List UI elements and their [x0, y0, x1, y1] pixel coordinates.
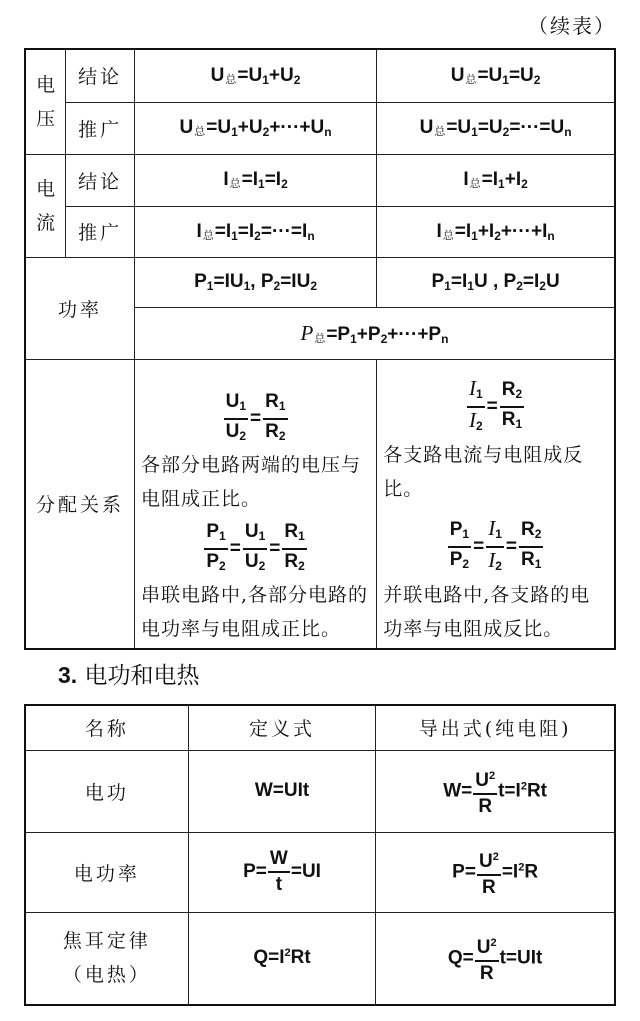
distribution-label: 分配关系 — [25, 359, 134, 649]
series-power-ratio-formula: $\frac{P_1}{P_2}$ = $\frac{U_1}{U_2}$ = $\frac{R_1}{R_2}$ — [206, 520, 305, 573]
header-row — [25, 705, 615, 750]
continued-label: （续表） — [528, 14, 616, 38]
series-power-formula: $P_1=IU_1$, $P_2=IU_2$ — [134, 257, 376, 307]
electric-work-table — [24, 704, 616, 1006]
row-label: 结论 — [66, 49, 135, 102]
header-definition: 定义式 — [188, 705, 375, 750]
voltage-generalization-row — [25, 102, 615, 154]
derived-formula: Q= $\frac{U^2}{R}$ t=UIt — [376, 912, 615, 1005]
parallel-current-general-formula: I总$=I_1+I_2+\cdot\cdot\cdot+I_n$ — [377, 206, 615, 257]
series-current-formula: I总$=I_1=I_2$ — [134, 154, 376, 206]
voltage-conclusion-row — [25, 49, 615, 102]
parallel-voltage-formula: U总$=U_1=U_2$ — [377, 49, 615, 102]
current-label: 电 流 — [25, 154, 66, 257]
header-name: 名称 — [25, 705, 188, 750]
series-voltage-formula: U总$=U_1+U_2$ — [134, 49, 376, 102]
table-row — [25, 750, 615, 832]
parallel-current-description: 各支路电流与电阻成反比。 — [383, 443, 584, 500]
series-parallel-table — [24, 48, 616, 650]
row-label: 推广 — [66, 102, 135, 154]
series-current-general-formula: I总$=I_1=I_2=\cdot\cdot\cdot=I_n$ — [134, 206, 376, 257]
definition-formula: W=UIt — [188, 750, 375, 832]
parallel-current-formula: I总$=I_1+I_2$ — [377, 154, 615, 206]
section-heading: 3. 电功和电热 — [58, 662, 200, 689]
parallel-voltage-general-formula: U总$=U_1=U_2=\cdot\cdot\cdot=U_n$ — [377, 102, 615, 154]
row-name: 焦耳定律 （电热） — [25, 912, 188, 1005]
distribution-row — [25, 359, 615, 649]
current-ratio-formula: $\frac{I_1}{I_2}$ = $\frac{R_2}{R_1}$ — [468, 375, 523, 433]
current-conclusion-row — [25, 154, 615, 206]
parallel-power-description: 并联电路中,各支路的电功率与电阻成反比。 — [383, 583, 591, 640]
power-label: 功率 — [25, 257, 134, 359]
series-power-description: 串联电路中,各部分电路的电功率与电阻成正比。 — [140, 583, 368, 640]
derived-formula: W= $\frac{U^2}{R}$ $t=I^2Rt$ — [376, 750, 615, 832]
row-name: 电功率 — [25, 832, 188, 912]
derived-formula: P= $\frac{U^2}{R}$ $=I^2R$ — [376, 832, 615, 912]
series-voltage-general-formula: U总$=U_1+U_2+\cdot\cdot\cdot+U_n$ — [134, 102, 376, 154]
header-derived: 导出式(纯电阻) — [376, 705, 615, 750]
definition-formula: P= $\frac{W}{t}$ =UI — [188, 832, 375, 912]
series-voltage-description: 各部分电路两端的电压与电阻成正比。 — [140, 453, 361, 510]
table-row — [25, 832, 615, 912]
current-generalization-row — [25, 206, 615, 257]
series-distribution-cell — [134, 359, 376, 649]
power-row — [25, 257, 615, 307]
parallel-power-ratio-formula: $\frac{P_1}{P_2}$ = $\frac{I_1}{I_2}$ = $\frac{R_2}{R_1}$ — [449, 515, 542, 573]
row-label: 推广 — [66, 206, 135, 257]
voltage-ratio-formula: $\frac{U_1}{U_2}$ = $\frac{R_1}{R_2}$ — [225, 390, 286, 443]
table-row — [25, 912, 615, 1005]
parallel-power-formula: $P_1=I_1U$ , $P_2=I_2U$ — [377, 257, 615, 307]
row-label: 结论 — [66, 154, 135, 206]
row-name: 电功 — [25, 750, 188, 832]
definition-formula: $Q=I^2Rt$ — [188, 912, 375, 1005]
total-power-formula: P总$=P_1+P_2+\cdot\cdot\cdot+P_n$ — [134, 307, 615, 359]
parallel-distribution-cell — [377, 359, 615, 649]
voltage-label: 电 压 — [25, 49, 66, 154]
